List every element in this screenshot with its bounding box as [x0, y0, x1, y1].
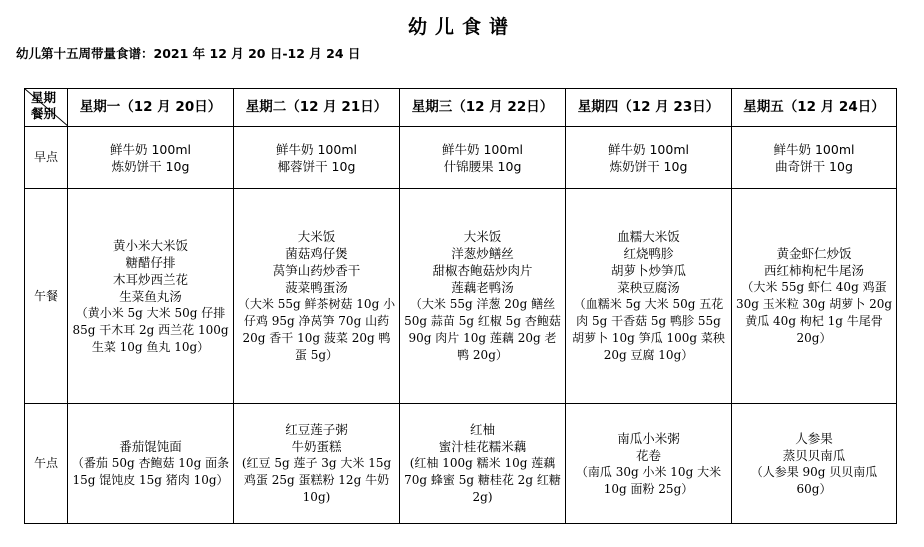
- dish: 鲜牛奶 100ml: [442, 141, 523, 157]
- ingredient-list: （黄小米 5g 大米 50g 仔排 85g 干木耳 2g 西兰花 100g 生菜 10g 鱼丸 10g）: [72, 305, 229, 354]
- corner-meal-label: 餐别: [31, 106, 57, 121]
- ingredient-list: （大米 55g 洋葱 20g 鳝丝 50g 蒜苗 5g 红椒 5g 杏鲍菇 90g 肉片 10g 莲藕 20g 老鸭 20g）: [404, 297, 561, 362]
- meal-label: 午餐: [25, 189, 68, 404]
- dish: 洋葱炒鳝丝: [451, 246, 514, 261]
- ingredient-list: (红柚 100g 糯米 10g 莲藕 70g 蜂蜜 5g 糖桂花 2g 红糖 2g): [404, 456, 561, 504]
- dish: 椰蓉饼干 10g: [277, 158, 356, 174]
- page-title: 幼儿食谱: [407, 16, 516, 38]
- dish: 鲜牛奶 100ml: [276, 141, 357, 157]
- day-header-wed: 星期三（12 月 22日）: [400, 89, 566, 127]
- dish: 鲜牛奶 100ml: [608, 141, 689, 157]
- dish: 什锦腰果 10g: [443, 158, 522, 174]
- menu-table: [24, 88, 897, 524]
- ingredient-list: （血糯米 5g 大米 50g 五花肉 5g 干香菇 5g 鸭胗 55g 胡萝卜 10g 笋瓜 100g 菜秧 20g 豆腐 10g）: [572, 297, 725, 362]
- dish: 西红柿枸杞牛尾汤: [763, 263, 864, 278]
- dish: 大米饭: [463, 229, 502, 244]
- ingredient-list: （南瓜 30g 小米 10g 大米 10g 面粉 25g）: [575, 464, 722, 496]
- dish: 南瓜小米粥: [617, 430, 680, 446]
- dish: 菌菇鸡仔煲: [285, 246, 348, 261]
- dish: 糖醋仔排: [125, 254, 176, 270]
- dish: 蒸贝贝南瓜: [782, 447, 846, 463]
- dish: 炼奶饼干 10g: [609, 158, 688, 174]
- lunch-row: [25, 189, 897, 404]
- ingredient-list: (红豆 5g 莲子 3g 大米 15g 鸡蛋 25g 蛋糕粉 12g 牛奶 10g): [241, 456, 392, 504]
- meal-label: 早点: [25, 127, 68, 189]
- dish: 菜秧豆腐汤: [617, 280, 680, 295]
- breakfast-row: [25, 127, 897, 189]
- ingredient-list: （大米 55g 虾仁 40g 鸡蛋 30g 玉米粒 30g 胡萝卜 20g 黄瓜 40g 枸杞 1g 牛尾骨 20g）: [735, 280, 893, 345]
- ingredient-list: （番茄 50g 杏鲍菇 10g 面条 15g 馄饨皮 15g 猪肉 10g）: [71, 456, 230, 487]
- corner-header: [25, 89, 68, 127]
- dish: 人参果: [795, 430, 833, 446]
- menu-cell: [400, 404, 566, 524]
- menu-cell: [234, 189, 400, 404]
- day-header-tue: 星期二（12 月 21日）: [234, 89, 400, 127]
- dish: 红豆莲子粥: [285, 422, 348, 437]
- dish: 黄小米大米饭: [112, 237, 188, 253]
- menu-cell: [732, 189, 897, 404]
- menu-cell: [234, 127, 400, 189]
- dish: 生菜鱼丸汤: [119, 288, 182, 304]
- header-row: [25, 89, 897, 127]
- day-header-thu: 星期四（12 月 23日）: [566, 89, 732, 127]
- menu-cell: [732, 404, 897, 524]
- dish: 木耳炒西兰花: [112, 271, 188, 287]
- day-header-fri: 星期五（12 月 24日）: [732, 89, 897, 127]
- menu-cell: [68, 404, 234, 524]
- dish: 番茄馄饨面: [119, 439, 182, 454]
- dish: 鲜牛奶 100ml: [773, 141, 855, 157]
- menu-cell: [68, 127, 234, 189]
- menu-subtitle: 幼儿第十五周带量食谱：2021 年 12 月 20 日-12 月 24 日: [16, 46, 361, 61]
- menu-cell: [732, 127, 897, 189]
- corner-weekday-label: 星期: [31, 90, 57, 105]
- dish: 鲜牛奶 100ml: [110, 141, 191, 157]
- dish: 蜜汁桂花糯米藕: [438, 439, 527, 454]
- dish: 花卷: [635, 447, 661, 463]
- afternoon-snack-row: [25, 404, 897, 524]
- dish: 曲奇饼干 10g: [775, 158, 853, 174]
- ingredient-list: （大米 55g 鲜茶树菇 10g 小仔鸡 95g 净莴笋 70g 山药 20g 香干 10g 菠菜 20g 鸭蛋 5g）: [237, 297, 396, 362]
- dish: 莲藕老鸭汤: [451, 280, 514, 295]
- menu-cell: [400, 189, 566, 404]
- dish: 莴笋山药炒香干: [272, 263, 361, 278]
- menu-cell: [566, 404, 732, 524]
- meal-label: 午点: [25, 404, 68, 524]
- dish: 血糯大米饭: [617, 229, 680, 244]
- dish: 胡萝卜炒笋瓜: [610, 263, 686, 278]
- day-header-mon: 星期一（12 月 20日）: [68, 89, 234, 127]
- menu-cell: [400, 127, 566, 189]
- menu-cell: [566, 189, 732, 404]
- menu-cell: [68, 189, 234, 404]
- menu-cell: [234, 404, 400, 524]
- menu-cell: [566, 127, 732, 189]
- ingredient-list: （人参果 90g 贝贝南瓜 60g）: [750, 464, 878, 496]
- dish: 红柚: [469, 422, 495, 437]
- dish: 红烧鸭胗: [623, 246, 674, 261]
- dish: 菠菜鸭蛋汤: [285, 280, 348, 295]
- dish: 牛奶蛋糕: [291, 439, 342, 454]
- dish: 大米饭: [297, 229, 336, 244]
- dish: 黄金虾仁炒饭: [776, 246, 852, 261]
- dish: 炼奶饼干 10g: [111, 158, 190, 174]
- dish: 甜椒杏鲍菇炒肉片: [432, 263, 533, 278]
